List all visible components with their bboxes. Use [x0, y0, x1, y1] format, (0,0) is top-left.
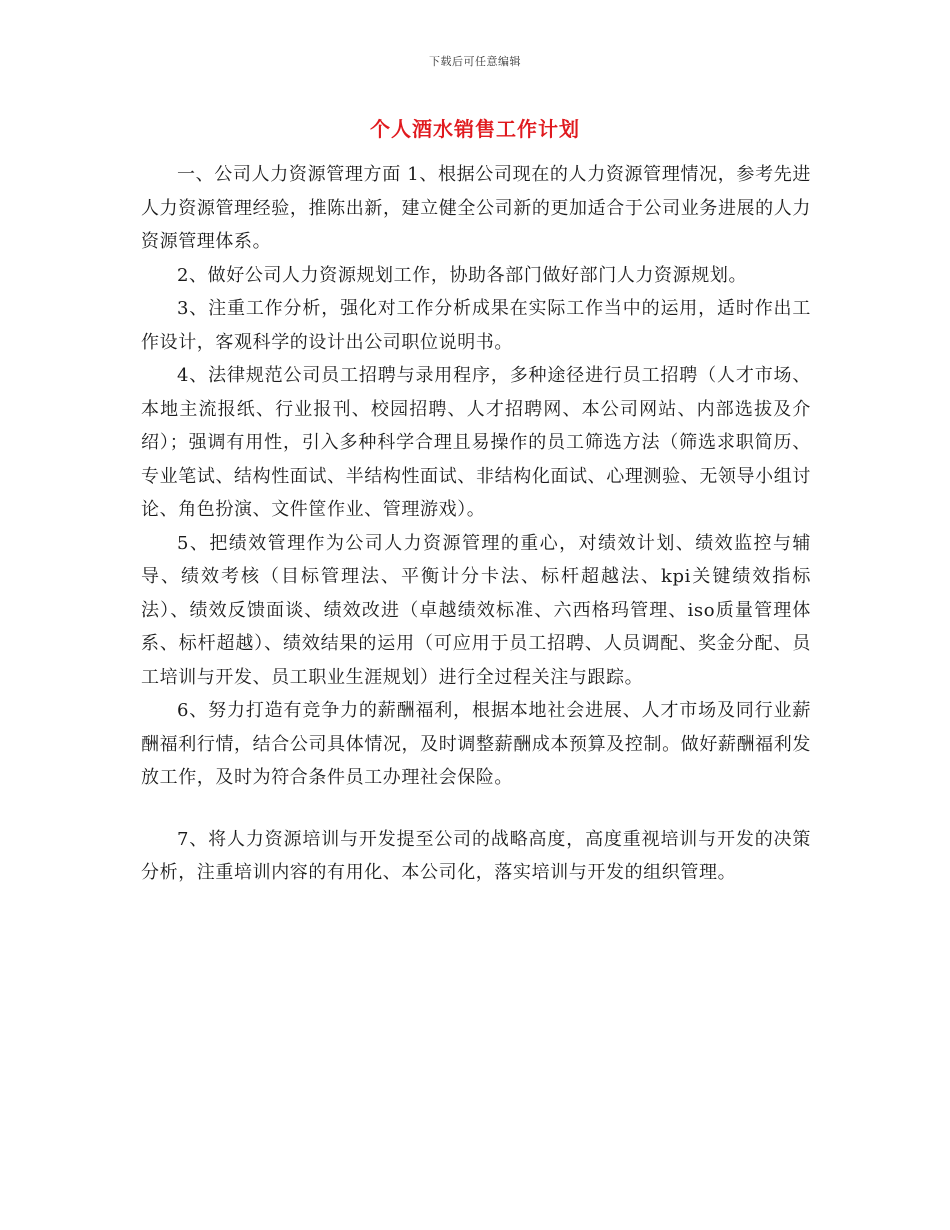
paragraph-2: 2、做好公司人力资源规划工作，协助各部门做好部门人力资源规划。	[177, 264, 748, 286]
paragraph-5: 5、把绩效管理作为公司人力资源管理的重心，对绩效计划、绩效监控与辅导、绩效考核（目标管理法、平衡计分卡法、标杆超越法、kpi关键绩效指标法）、绩效反馈面谈、绩效改进（卓越绩效标准、六西格玛管理、iso质量管理体系、标杆超越）、绩效结果的运用（可应用于员工招聘、人员调配、奖金分配、员工培训与开发、员工职业生涯规划）进行全过程关注与跟踪。	[141, 532, 811, 688]
header-note: 下载后可任意编辑	[429, 55, 521, 68]
paragraph-6: 6、努力打造有竞争力的薪酬福利，根据本地社会进展、人才市场及同行业薪酬福利行情，结合公司具体情况，及时调整薪酬成本预算及控制。做好薪酬福利发放工作，及时为符合条件员工办理社会保险。	[141, 700, 811, 788]
paragraph-4: 4、法律规范公司员工招聘与录用程序，多种途径进行员工招聘（人才市场、本地主流报纸、行业报刊、校园招聘、人才招聘网、本公司网站、内部选拔及介绍）；强调有用性，引入多种科学合理且易操作的员工筛选方法（筛选求职简历、专业笔试、结构性面试、半结构性面试、非结构化面试、心理测验、无领导小组讨论、角色扮演、文件筐作业、管理游戏）。	[141, 365, 811, 520]
paragraph-1: 一、公司人力资源管理方面 1、根据公司现在的人力资源管理情况，参考先进人力资源管理经验，推陈出新，建立健全公司新的更加适合于公司业务进展的人力资源管理体系。	[141, 164, 811, 252]
document-body	[141, 158, 811, 890]
paragraph-7: 7、将人力资源培训与开发提至公司的战略高度，高度重视培训与开发的决策分析，注重培训内容的有用化、本公司化，落实培训与开发的组织管理。	[141, 828, 811, 883]
document-title: 个人酒水销售工作计划	[370, 117, 580, 141]
paragraph-3: 3、注重工作分析，强化对工作分析成果在实际工作当中的运用，适时作出工作设计，客观科学的设计出公司职位说明书。	[141, 298, 811, 353]
